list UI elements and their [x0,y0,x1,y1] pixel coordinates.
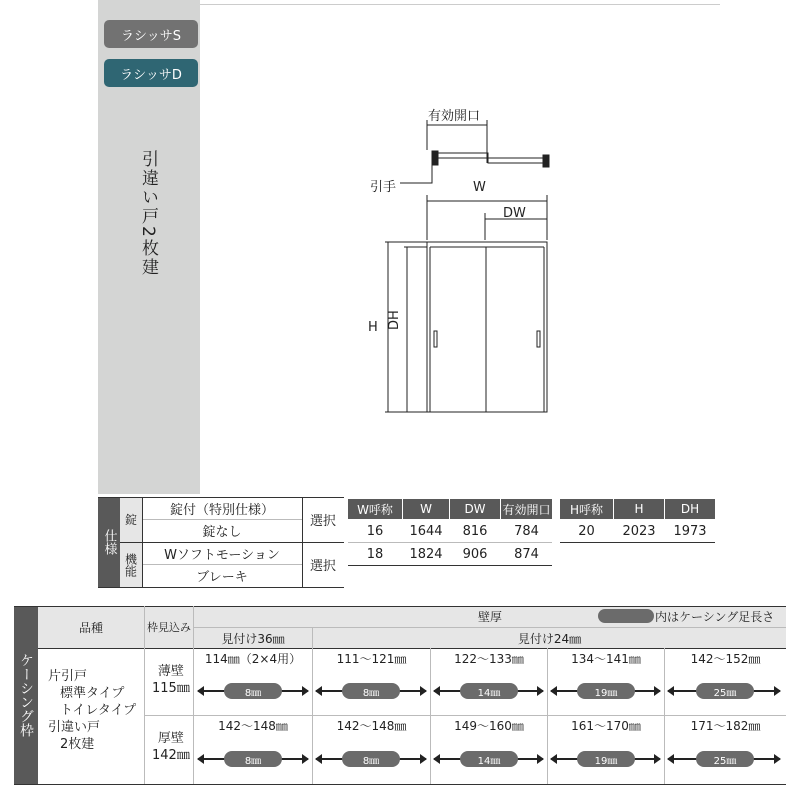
casing-rule [194,627,786,628]
range-cell: 134〜141㎜ [571,651,641,666]
function-select-label: 選択 [309,559,336,574]
casing-leg-badge: 8㎜ [342,751,400,767]
size-rule [348,542,552,543]
height-cell: 2023 [622,523,656,539]
spec-rule [120,542,344,543]
height-header-h-code: H呼称 [560,499,613,519]
model-tab-lasissa-s[interactable]: ラシッサS [104,20,198,48]
size-header-w-code: W呼称 [348,499,402,519]
label-w: W [473,180,486,195]
spec-rule [98,587,344,588]
top-rule [200,4,720,5]
spec-rule [98,497,344,498]
size-cell: 18 [366,546,384,562]
size-cell: 1644 [409,523,443,539]
door-elevation-diagram [360,95,580,425]
casing-rule [144,606,145,784]
casing-header-product: 品種 [38,606,144,648]
function-option-1: Wソフトモーション [164,547,280,563]
casing-sub-24: 見付け24㎜ [313,628,786,648]
spec-lock-label: 錠 [120,497,142,542]
label-dw: DW [503,206,526,221]
spec-rule [142,519,302,520]
casing-leg-badge: 19㎜ [577,751,635,767]
lock-select-label: 選択 [309,514,336,529]
casing-rule [193,606,194,784]
height-cell: 20 [578,523,595,539]
casing-side-label: ケーシング枠 [14,606,38,784]
range-cell: 142〜148㎜ [336,718,407,733]
range-cell: 161〜170㎜ [571,718,641,733]
height-cell: 1973 [673,523,707,539]
size-cell: 816 [462,523,488,539]
range-cell: 111〜121㎜ [336,651,407,666]
range-cell: 142〜152㎜ [690,651,761,666]
product-line: 2枚建 [60,737,95,752]
function-option-2: ブレーキ [196,569,248,585]
size-cell: 16 [366,523,384,539]
product-line: 標準タイプ [60,686,125,701]
casing-sub-36: 見付け36㎜ [194,628,312,648]
spec-function-label: 機能 [120,542,142,587]
casing-header-frame: 枠見込み [145,606,193,648]
casing-rule [430,648,431,784]
height-header-dh: DH [665,499,715,519]
casing-rule [38,648,786,649]
casing-product-list [48,668,136,753]
casing-rule [664,648,665,784]
casing-rule [14,784,786,785]
thin-wall-name: 薄壁 [157,664,184,679]
size-rule [348,565,552,566]
label-effective-opening: 有効開口 [428,109,481,124]
casing-leg-badge: 14㎜ [460,683,518,699]
range-cell: 122〜133㎜ [454,651,524,666]
size-cell: 906 [462,546,488,562]
thick-wall-size: 142㎜ [152,748,190,763]
casing-leg-badge: 8㎜ [224,751,282,767]
thick-wall-label [152,730,190,764]
height-rule [560,542,715,543]
size-header-dw: DW [450,499,500,519]
lock-option-1: 錠付（特別仕様） [169,502,274,518]
casing-leg-badge: 8㎜ [224,683,282,699]
product-line: トイレタイプ [60,703,137,718]
thick-wall-name: 厚壁 [157,731,184,746]
casing-leg-badge: 25㎜ [696,683,754,699]
range-cell: 149〜160㎜ [454,718,524,733]
lock-option-2: 錠なし [202,524,242,540]
casing-legend-swatch [598,609,654,623]
range-cell: 142〜148㎜ [218,718,288,733]
casing-rule [312,628,313,784]
range-cell: 171〜182㎜ [690,718,761,733]
height-header-h: H [614,499,664,519]
thin-wall-label [152,663,190,697]
thin-wall-size: 115㎜ [152,681,190,696]
label-handle: 引手 [370,180,397,195]
spec-rule [142,497,143,587]
size-header-effective: 有効開口 [501,499,552,519]
casing-leg-badge: 19㎜ [577,683,635,699]
model-tab-lasissa-d[interactable]: ラシッサD [104,59,198,87]
product-line: 引違い戸 [48,720,101,735]
casing-leg-badge: 8㎜ [342,683,400,699]
product-line: 片引戸 [48,669,88,684]
casing-rule [145,715,786,716]
spec-side-label: 仕様 [98,497,120,587]
label-dh: DH [387,310,402,330]
door-type-title: 引違い戸2枚建 [138,150,158,277]
casing-leg-badge: 25㎜ [696,751,754,767]
casing-rule [14,606,786,607]
size-cell: 874 [514,546,539,562]
size-cell: 784 [514,523,539,539]
range-cell: 114㎜（2×4用） [204,651,302,666]
casing-header-wall: 壁厚 [194,606,786,627]
size-cell: 1824 [409,546,443,562]
spec-rule [142,564,302,565]
casing-leg-badge: 14㎜ [460,751,518,767]
casing-legend-note: 内はケーシング足長さ [655,610,775,624]
label-h: H [368,320,378,335]
spec-rule [302,497,303,587]
size-header-w: W [403,499,449,519]
casing-rule [547,648,548,784]
